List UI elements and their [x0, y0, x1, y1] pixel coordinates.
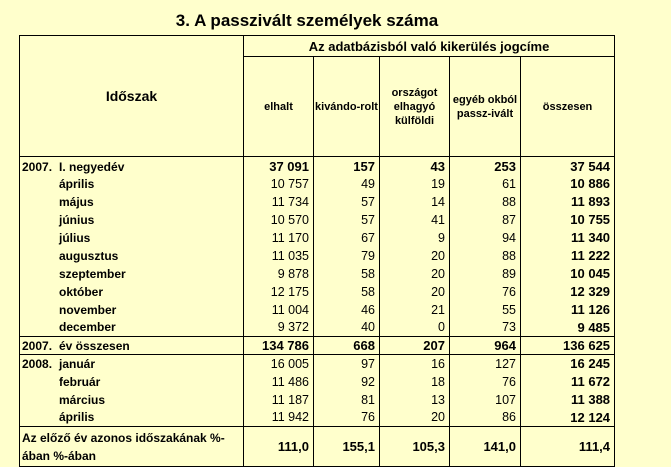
- table-row: [20, 337, 615, 355]
- cell-value: 89: [450, 265, 521, 283]
- table-row: [20, 265, 615, 283]
- cell-value: 73: [450, 319, 521, 337]
- cell-value: 14: [380, 193, 450, 211]
- table-row: [20, 355, 615, 373]
- row-period: szeptember: [59, 266, 126, 281]
- cell-value: 253: [450, 157, 521, 175]
- cell-value: 668: [314, 337, 380, 355]
- cell-value: 43: [380, 157, 450, 175]
- row-label: [20, 193, 244, 211]
- cell-value: 57: [314, 211, 380, 229]
- cell-value: 12 175: [244, 283, 314, 301]
- row-period: július: [59, 230, 91, 245]
- row-year: 2007.: [22, 338, 53, 353]
- cell-value: 18: [380, 373, 450, 391]
- cell-value: 10 886: [521, 175, 615, 193]
- period-header: Időszak: [20, 36, 244, 157]
- row-period: május: [59, 194, 94, 209]
- group-header: Az adatbázisból való kikerülés jogcíme: [244, 36, 615, 57]
- row-label: [20, 247, 244, 265]
- passivated-persons-table: [19, 35, 615, 467]
- row-label: [20, 373, 244, 391]
- cell-value: 76: [314, 409, 380, 427]
- table-row: [20, 319, 615, 337]
- cell-value: 94: [450, 229, 521, 247]
- cell-value: 49: [314, 175, 380, 193]
- cell-value: 16: [380, 355, 450, 373]
- row-label: [20, 229, 244, 247]
- row-period: december: [59, 320, 116, 335]
- cell-value: 88: [450, 247, 521, 265]
- cell-value: 107: [450, 391, 521, 409]
- column-header-egyeb: egyéb okból passz-ivált: [450, 57, 521, 157]
- row-label: [20, 175, 244, 193]
- cell-value: 12 329: [521, 283, 615, 301]
- cell-value: 11 187: [244, 391, 314, 409]
- footer-value: 155,1: [314, 427, 380, 467]
- cell-value: 11 942: [244, 409, 314, 427]
- footer-value: 105,3: [380, 427, 450, 467]
- cell-value: 11 340: [521, 229, 615, 247]
- cell-value: 11 126: [521, 301, 615, 319]
- cell-value: 58: [314, 283, 380, 301]
- table-row: [20, 409, 615, 427]
- table-row: [20, 247, 615, 265]
- cell-value: 16 005: [244, 355, 314, 373]
- footer-value: 141,0: [450, 427, 521, 467]
- table-row: [20, 391, 615, 409]
- cell-value: 12 124: [521, 409, 615, 427]
- row-label: [20, 283, 244, 301]
- table-row: [20, 193, 615, 211]
- row-label: [20, 157, 244, 175]
- cell-value: 46: [314, 301, 380, 319]
- cell-value: 61: [450, 175, 521, 193]
- cell-value: 16 245: [521, 355, 615, 373]
- cell-value: 11 170: [244, 229, 314, 247]
- cell-value: 81: [314, 391, 380, 409]
- row-year: 2007.: [22, 159, 53, 174]
- table-row: [20, 229, 615, 247]
- row-label: [20, 337, 244, 355]
- row-period: november: [59, 302, 117, 317]
- row-label: [20, 319, 244, 337]
- table-title: 3. A passzivált személyek száma: [175, 11, 439, 30]
- table-row: [20, 175, 615, 193]
- row-label: [20, 301, 244, 319]
- cell-value: 79: [314, 247, 380, 265]
- cell-value: 10 045: [521, 265, 615, 283]
- cell-value: 55: [450, 301, 521, 319]
- cell-value: 0: [380, 319, 450, 337]
- row-period: április: [59, 176, 95, 191]
- cell-value: 21: [380, 301, 450, 319]
- cell-value: 136 625: [521, 337, 615, 355]
- row-period: I. negyedév: [59, 159, 125, 174]
- row-label: [20, 391, 244, 409]
- cell-value: 11 672: [521, 373, 615, 391]
- cell-value: 58: [314, 265, 380, 283]
- cell-value: 11 004: [244, 301, 314, 319]
- cell-value: 9 372: [244, 319, 314, 337]
- cell-value: 157: [314, 157, 380, 175]
- row-year: 2008.: [22, 356, 53, 371]
- cell-value: 97: [314, 355, 380, 373]
- column-header-kivandorolt: kivándo-rolt: [314, 57, 380, 157]
- table-body: [20, 157, 615, 427]
- cell-value: 87: [450, 211, 521, 229]
- row-period: február: [59, 374, 101, 389]
- row-label: [20, 409, 244, 427]
- column-header-orszagot-elhagyo: országot elhagyó külföldi: [380, 57, 450, 157]
- row-label: [20, 355, 244, 373]
- row-label: [20, 265, 244, 283]
- column-header-elhalt: elhalt: [244, 57, 314, 157]
- cell-value: 20: [380, 247, 450, 265]
- cell-value: 10 755: [521, 211, 615, 229]
- cell-value: 40: [314, 319, 380, 337]
- cell-value: 57: [314, 193, 380, 211]
- cell-value: 127: [450, 355, 521, 373]
- cell-value: 9 878: [244, 265, 314, 283]
- cell-value: 10 757: [244, 175, 314, 193]
- cell-value: 11 486: [244, 373, 314, 391]
- cell-value: 20: [380, 265, 450, 283]
- row-period: június: [59, 212, 95, 227]
- table-row: [20, 283, 615, 301]
- cell-value: 9 485: [521, 319, 615, 337]
- cell-value: 11 035: [244, 247, 314, 265]
- cell-value: 13: [380, 391, 450, 409]
- cell-value: 88: [450, 193, 521, 211]
- table-row: [20, 301, 615, 319]
- table-row: [20, 373, 615, 391]
- row-period: október: [59, 284, 104, 299]
- row-period: április: [59, 410, 95, 425]
- row-period: március: [59, 392, 106, 407]
- table-row: [20, 211, 615, 229]
- table-row: [20, 157, 615, 175]
- cell-value: 37 091: [244, 157, 314, 175]
- cell-value: 207: [380, 337, 450, 355]
- cell-value: 11 388: [521, 391, 615, 409]
- footer-label: Az előző év azonos időszakának %-ában %-ában: [20, 427, 244, 467]
- cell-value: 11 734: [244, 193, 314, 211]
- cell-value: 20: [380, 409, 450, 427]
- cell-value: 11 222: [521, 247, 615, 265]
- cell-value: 41: [380, 211, 450, 229]
- row-label: [20, 211, 244, 229]
- footer-value: 111,4: [521, 427, 615, 467]
- cell-value: 92: [314, 373, 380, 391]
- cell-value: 37 544: [521, 157, 615, 175]
- cell-value: 10 570: [244, 211, 314, 229]
- footer-value: 111,0: [244, 427, 314, 467]
- column-header-osszesen: összesen: [521, 57, 615, 157]
- row-period: augusztus: [59, 248, 119, 263]
- cell-value: 964: [450, 337, 521, 355]
- cell-value: 67: [314, 229, 380, 247]
- cell-value: 86: [450, 409, 521, 427]
- cell-value: 20: [380, 283, 450, 301]
- cell-value: 19: [380, 175, 450, 193]
- row-period: év összesen: [59, 338, 130, 353]
- cell-value: 9: [380, 229, 450, 247]
- cell-value: 134 786: [244, 337, 314, 355]
- cell-value: 11 893: [521, 193, 615, 211]
- cell-value: 76: [450, 373, 521, 391]
- row-period: január: [59, 356, 96, 371]
- cell-value: 76: [450, 283, 521, 301]
